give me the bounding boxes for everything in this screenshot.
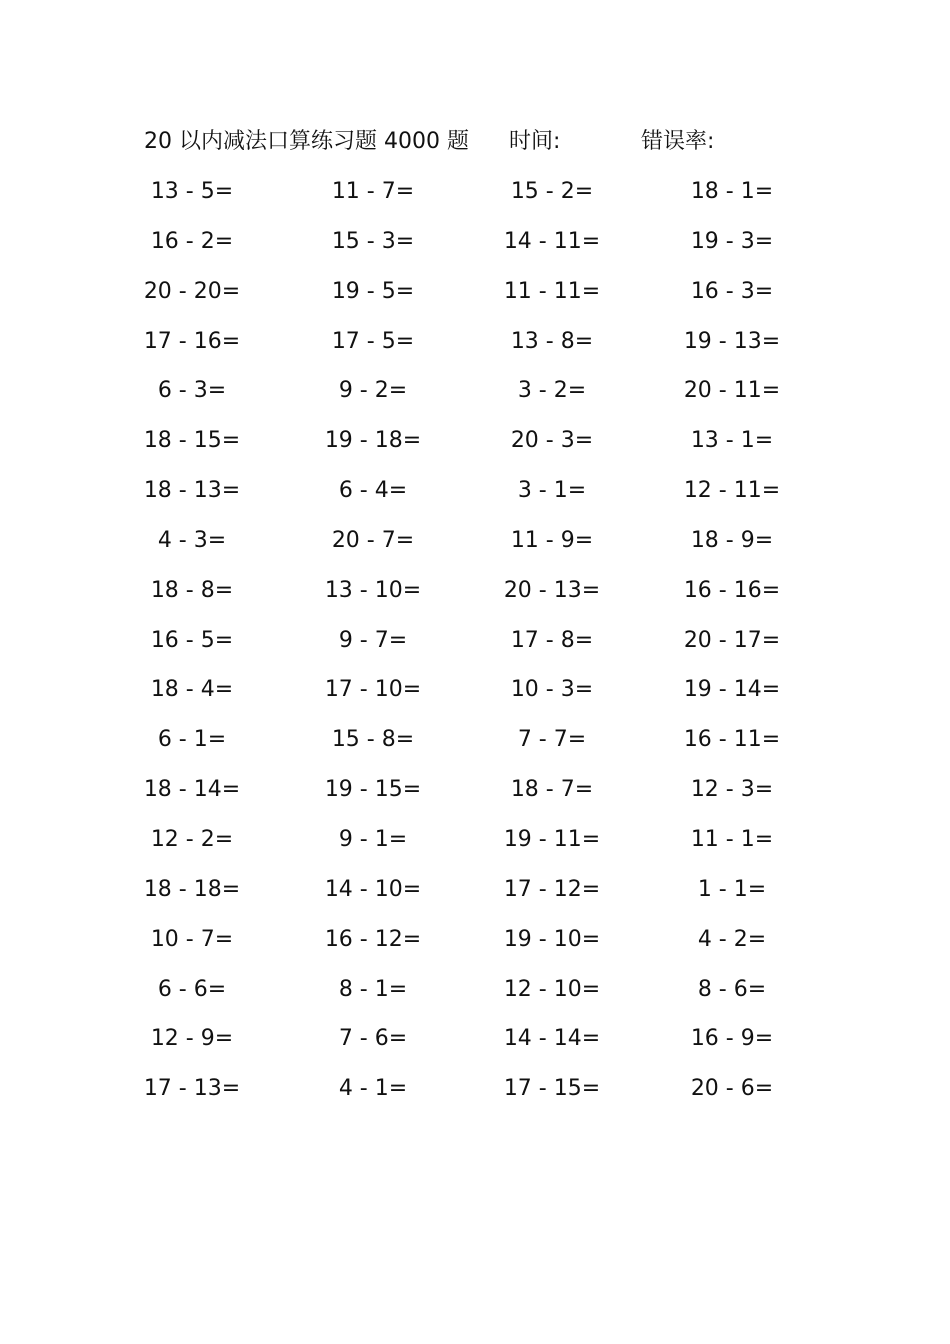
problem-item: 17 - 5= — [331, 328, 415, 354]
worksheet-header — [0, 124, 950, 160]
problem-item: 16 - 11= — [683, 727, 781, 753]
problem-item: 13 - 8= — [510, 328, 594, 354]
problem-item: 19 - 3= — [690, 228, 774, 254]
problem-item: 11 - 9= — [510, 527, 594, 553]
problem-item: 4 - 1= — [338, 1076, 408, 1102]
problem-item: 15 - 8= — [331, 727, 415, 753]
problem-item: 19 - 15= — [324, 777, 422, 803]
problem-item: 12 - 2= — [150, 826, 234, 852]
problem-item: 18 - 14= — [143, 777, 241, 803]
problem-item: 17 - 10= — [324, 677, 422, 703]
problem-row — [0, 172, 950, 222]
problem-item: 20 - 11= — [683, 378, 781, 404]
problem-item: 1 - 1= — [697, 876, 767, 902]
problem-item: 19 - 5= — [331, 278, 415, 304]
problem-item: 18 - 4= — [150, 677, 234, 703]
problem-item: 19 - 11= — [503, 826, 601, 852]
problem-item: 10 - 7= — [150, 926, 234, 952]
problem-item: 15 - 2= — [510, 179, 594, 204]
problem-item: 20 - 13= — [503, 577, 601, 603]
problem-item: 16 - 9= — [690, 1026, 774, 1052]
problem-row — [0, 222, 950, 272]
problem-item: 20 - 17= — [683, 627, 781, 653]
problem-item: 18 - 1= — [690, 179, 774, 204]
problem-item: 12 - 10= — [503, 976, 601, 1002]
time-label: 时间: — [509, 129, 561, 154]
problem-item: 18 - 8= — [150, 577, 234, 603]
problem-row — [0, 471, 950, 521]
problem-item: 12 - 9= — [150, 1026, 234, 1052]
problem-row — [0, 720, 950, 770]
problem-row — [0, 1019, 950, 1069]
worksheet-title: 20 以内减法口算练习题 4000 题 — [144, 129, 469, 154]
problem-row — [0, 870, 950, 920]
problem-item: 6 - 4= — [338, 478, 408, 504]
problem-item: 7 - 6= — [338, 1026, 408, 1052]
problem-row — [0, 820, 950, 870]
problem-item: 20 - 7= — [331, 527, 415, 553]
problem-item: 8 - 6= — [697, 976, 767, 1002]
problem-item: 19 - 18= — [324, 428, 422, 454]
problem-item: 17 - 13= — [143, 1076, 241, 1102]
problem-item: 17 - 8= — [510, 627, 594, 653]
problem-item: 16 - 5= — [150, 627, 234, 653]
problem-row — [0, 571, 950, 621]
problem-item: 17 - 16= — [143, 328, 241, 354]
problem-item: 19 - 13= — [683, 328, 781, 354]
problem-item: 18 - 9= — [690, 527, 774, 553]
problem-item: 18 - 7= — [510, 777, 594, 803]
problem-row — [0, 521, 950, 571]
problem-item: 13 - 5= — [150, 179, 234, 204]
problem-item: 16 - 16= — [683, 577, 781, 603]
problem-item: 7 - 7= — [517, 727, 587, 753]
problem-item: 14 - 14= — [503, 1026, 601, 1052]
problem-row — [0, 322, 950, 372]
problem-row — [0, 421, 950, 471]
problem-item: 12 - 11= — [683, 478, 781, 504]
problem-item: 3 - 2= — [517, 378, 587, 404]
problem-item: 18 - 13= — [143, 478, 241, 504]
problem-item: 12 - 3= — [690, 777, 774, 803]
problem-item: 15 - 3= — [331, 228, 415, 254]
problem-item: 14 - 10= — [324, 876, 422, 902]
problem-row — [0, 371, 950, 421]
problem-item: 19 - 10= — [503, 926, 601, 952]
problem-item: 8 - 1= — [338, 976, 408, 1002]
problem-item: 17 - 15= — [503, 1076, 601, 1102]
problem-item: 6 - 6= — [157, 976, 227, 1002]
problem-row — [0, 970, 950, 1020]
error-rate-label: 错误率: — [641, 129, 715, 154]
problem-item: 17 - 12= — [503, 876, 601, 902]
problem-item: 9 - 2= — [338, 378, 408, 404]
problem-item: 9 - 1= — [338, 826, 408, 852]
problem-item: 11 - 7= — [331, 179, 415, 204]
problem-item: 20 - 20= — [143, 278, 241, 304]
problem-item: 6 - 3= — [157, 378, 227, 404]
problem-grid — [0, 172, 950, 1119]
problem-row — [0, 770, 950, 820]
problem-item: 18 - 18= — [143, 876, 241, 902]
problem-item: 9 - 7= — [338, 627, 408, 653]
problem-item: 4 - 2= — [697, 926, 767, 952]
problem-item: 18 - 15= — [143, 428, 241, 454]
problem-item: 19 - 14= — [683, 677, 781, 703]
problem-item: 6 - 1= — [157, 727, 227, 753]
problem-item: 20 - 6= — [690, 1076, 774, 1102]
problem-row — [0, 670, 950, 720]
problem-item: 11 - 1= — [690, 826, 774, 852]
problem-row — [0, 272, 950, 322]
problem-item: 11 - 11= — [503, 278, 601, 304]
problem-item: 4 - 3= — [157, 527, 227, 553]
problem-item: 16 - 12= — [324, 926, 422, 952]
problem-item: 10 - 3= — [510, 677, 594, 703]
problem-item: 16 - 3= — [690, 278, 774, 304]
problem-item: 13 - 10= — [324, 577, 422, 603]
problem-item: 16 - 2= — [150, 228, 234, 254]
problem-row — [0, 1069, 950, 1119]
problem-item: 13 - 1= — [690, 428, 774, 454]
problem-item: 14 - 11= — [503, 228, 601, 254]
problem-item: 20 - 3= — [510, 428, 594, 454]
problem-item: 3 - 1= — [517, 478, 587, 504]
problem-row — [0, 920, 950, 970]
problem-row — [0, 621, 950, 671]
